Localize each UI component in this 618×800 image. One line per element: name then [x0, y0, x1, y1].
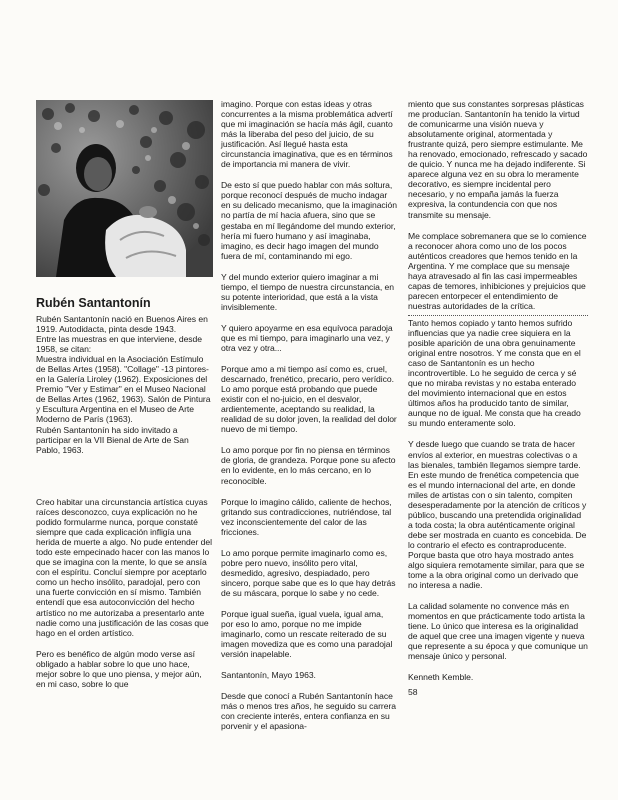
paragraph: Me complace sobremanera que se lo comience a reconocer ahora como uno de los pocos auténticos creadores que hemos tenido en la Argentina. Y me complace que su mensaje haya atravesado al fin las casi impermeables capas de temores, inhibiciones y prejuicios que parecen entorpecer el entendimiento de nuestras autoridades de la crítica. — [408, 230, 587, 311]
paragraph: Desde que conocí a Rubén Santantonín hace más o menos tres años, he seguido su carrera con creciente interés, entera confianza en su porvenir y el apasiona- — [221, 691, 397, 732]
paragraph: Creo habitar una circunstancia artística cuyas raíces desconozco, cuya explicación no he podido formularme nunca, porque constaté siempre que cada explicación infligía una herida de muerte a algo. No pude entender del todo este empecinado hacer con las manos lo que se imagina con la mente, lo que se ansía con el espíritu. Concluí siempre por aceptarlo como un hecho insólito, paradojal, pero con una fuerte convicción en sí mismo. También entendí que esa autoconvicción del hecho artístico no me autorizaba a presentarlo ante nadie como una justificación de las cosas que hago en el orden artístico. — [36, 497, 212, 638]
essay-column-2 — [221, 99, 397, 742]
essay-column-3 — [408, 99, 588, 698]
paragraph: imagino. Porque con estas ideas y otras concurrentes a la misma problemática advertí que mi imaginación se hacía más ágil, cuanto más la liberaba del peso del juicio, de su justificación. Así llegué hasta esta circunstancia imaginativa, que es en términos de importancia mi manera de vivir. — [221, 99, 393, 170]
paragraph: De esto sí que puedo hablar con más soltura, porque reconocí después de mucho indagar en su delicado mecanismo, que la imaginación no partía de mí hacia afuera, sino que se gestaba en mí llegándome del mundo exterior, hería mi fuero humano y así imaginaba, imagino, es decir hago imagen del mundo fuera de mí, contaminando mi ego. — [221, 180, 397, 261]
paragraph: Porque lo imagino cálido, caliente de hechos, gritando sus contradicciones, nutriéndose, tal vez inconscientemente del calor de las fricciones. — [221, 496, 392, 537]
bio-text: Rubén Santantonín nació en Buenos Aires en 1919. Autodidacta, pinta desde 1943. Entre las muestras en que interviene, desde 1958, se citan: Muestra individual en la Asociación Estímulo de Bellas Artes (1958). "Collage" -13 pintores- en la Galería Liroley (1962). Exposiciones del Premio "Ver y Estimar" en el Museo Nacional de Bellas Artes (1962, 1963). Salón de Pintura y Escultura Argentina en el Museo de Arte Moderno de París (1963). Rubén Santantonín ha sido invitado a participar en la VII Bienal de Arte de San Pablo, 1963. — [36, 314, 211, 455]
paragraph: miento que sus constantes sorpresas plásticas me producían. Santantonín ha tenido la virtud de comunicarme una visión nueva y absolutamente original, atormentada y frustrante quizá, pero siempre estimulante. Me ha renovado, emocionado, refrescado y sacado de quicio. Y nunca me ha dejado indiferente. Si aparece alguna vez en su obra lo meramente decorativo, es siempre incidental pero necesario, y no empaña jamás la fuerza expresiva, la contundencia con que nos transmite su mensaje. — [408, 99, 588, 220]
artist-photo — [36, 100, 213, 277]
artist-name-heading: Rubén Santantonín — [36, 296, 151, 310]
paragraph: Lo amo porque por fin no piensa en términos de gloria, de grandeza. Porque pone su afecto en lo evidente, en lo más cercano, en lo reconocible. — [221, 445, 396, 486]
author-signature: Kenneth Kemble. — [408, 672, 474, 683]
paragraph: Y desde luego que cuando se trata de hacer envíos al exterior, en muestras colectivas o a las bienales, también llegamos siempre tarde. En este mundo de frenética competencia que es el mundo internacional del arte, en donde miles de artistas con o sin talento, compiten desesperadamente por la atención de críticos y público, buscando una pretendida originalidad a toda costa; la obra auténticamente original debe ser mostrada en cuanto es concebida. De lo contrario el efecto es contraproducente. Porque basta que otro haya mostrado antes algo siquiera remotamente similar, para que se tome a la obra original como un derivado que no interesa a nadie. — [408, 439, 587, 591]
paragraph: Porque igual sueña, igual vuela, igual ama, por eso lo amo, porque no me impide imaginarlo, como un rescate reiterado de su imagen movediza que es como una paradojal versión inapelable. — [221, 608, 393, 660]
paragraph: Y del mundo exterior quiero imaginar a mi tiempo, el tiempo de nuestra circunstancia, en su potente interioridad, que está a la vista invisiblemente. — [221, 271, 395, 312]
paragraph: La calidad solamente no convence más en momentos en que prácticamente todo artista la tiene. Lo único que interesa es la originalidad de aquel que cree una imagen vigente y nueva que represente a su época y que comunique un mensaje único y personal. — [408, 601, 588, 662]
paragraph: Pero es benéfico de algún modo verse así obligado a hablar sobre lo que uno hace, mejor sobre lo que uno piensa, y mejor aún, en mi caso, sobre lo que — [36, 648, 202, 689]
page-number: 58 — [408, 687, 418, 698]
paragraph: Y quiero apoyarme en esa equívoca paradoja que es mi tiempo, para imaginarlo una vez, y otra vez y otra... — [221, 322, 393, 353]
artist-photo-image — [36, 100, 213, 277]
paragraph: Lo amo porque permite imaginarlo como es, pobre pero nuevo, insólito pero vital, desmedido, agresivo, despiadado, pero sincero, porque sabe que es lo que hay detrás de su máscara, porque lo sabe y no cede. — [221, 547, 396, 598]
dotted-separator — [408, 315, 588, 316]
paragraph: Tanto hemos copiado y tanto hemos sufrido influencias que ya nadie cree siquiera en la posible aparición de una obra genuinamente original entre nosotros. Y me consta que en el caso de Santantonín es un hecho incontrovertible. Lo he seguido de cerca y sé que no miraba revistas y no estaba enterado del movimiento internacional que en estos últimos años ha producido tanto de similar, aunque no de igual. Me consta que ha creado su mundo enteramente solo. — [408, 317, 581, 429]
essay-column-1 — [36, 497, 212, 700]
signature-line: Santantonín, Mayo 1963. — [221, 670, 316, 681]
artist-bio — [36, 314, 212, 455]
paragraph: Porque amo a mi tiempo así como es, cruel, descarnado, frenético, precario, pero verídico. Lo amo porque está probando que puede existir con el no-juicio, en el desvalor, ardientemente, aceptando su realidad, la realidad de su dolor joven, la realidad del dolor nuevo de mi tiempo. — [221, 364, 397, 435]
